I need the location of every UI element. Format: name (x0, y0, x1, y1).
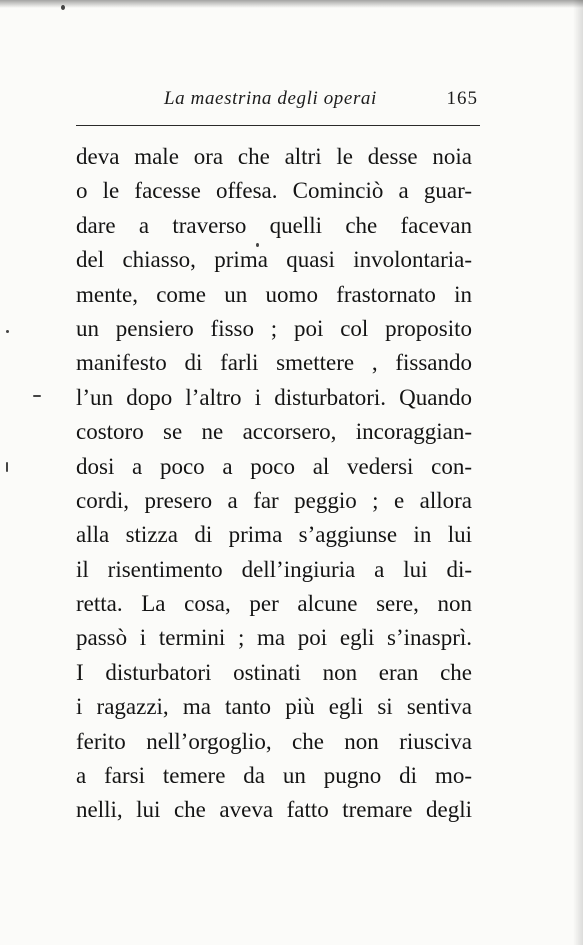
body-text (76, 140, 472, 828)
text-line: I disturbatori ostinati non eran che (76, 659, 472, 685)
text-line: alla stizza di prima s’aggiunse in lui (76, 522, 472, 548)
text-line: passò i termini ; ma poi egli s’inasprì. (76, 625, 472, 651)
header-rule (76, 125, 480, 126)
text-line: l’un dopo l’altro i disturbatori. Quando (76, 384, 472, 410)
text-line: mente, come un uomo frastornato in (76, 281, 472, 307)
text-line: cordi, presero a far peggio ; e allora (76, 487, 472, 513)
paper-speck (256, 243, 259, 247)
text-line: i ragazzi, ma tanto più egli si sentiva (76, 694, 472, 720)
text-line: dare a traverso quelli che facevan (76, 212, 472, 238)
text-line: o le facesse offesa. Cominciò a guar- (76, 178, 472, 204)
page-number: 165 (446, 88, 478, 109)
page-top-shadow (0, 0, 583, 8)
text-line: un pensiero fisso ; poi col proposito (76, 315, 472, 341)
text-line: nelli, lui che aveva fatto tremare degli (76, 797, 472, 823)
paper-speck (61, 5, 65, 10)
paper-speck (6, 462, 8, 472)
text-line: dosi a poco a poco al vedersi con- (76, 453, 472, 479)
paper-speck (33, 395, 41, 397)
paper-speck (6, 330, 9, 333)
running-head (76, 88, 480, 118)
text-line: del chiasso, prima quasi involontaria- (76, 247, 472, 273)
page-right-shadow (573, 0, 583, 945)
text-line: retta. La cosa, per alcune sere, non (76, 591, 472, 617)
running-title: La maestrina degli operai (164, 88, 377, 109)
text-line: costoro se ne accorsero, incoraggian- (76, 419, 472, 445)
text-line: deva male ora che altri le desse noia (76, 144, 472, 169)
text-line: manifesto di farli smettere , fissando (76, 350, 472, 376)
text-line: a farsi temere da un pugno di mo- (76, 763, 472, 789)
text-line: il risentimento dell’ingiuria a lui di- (76, 556, 472, 582)
text-line: ferito nell’orgoglio, che non riusciva (76, 728, 472, 754)
